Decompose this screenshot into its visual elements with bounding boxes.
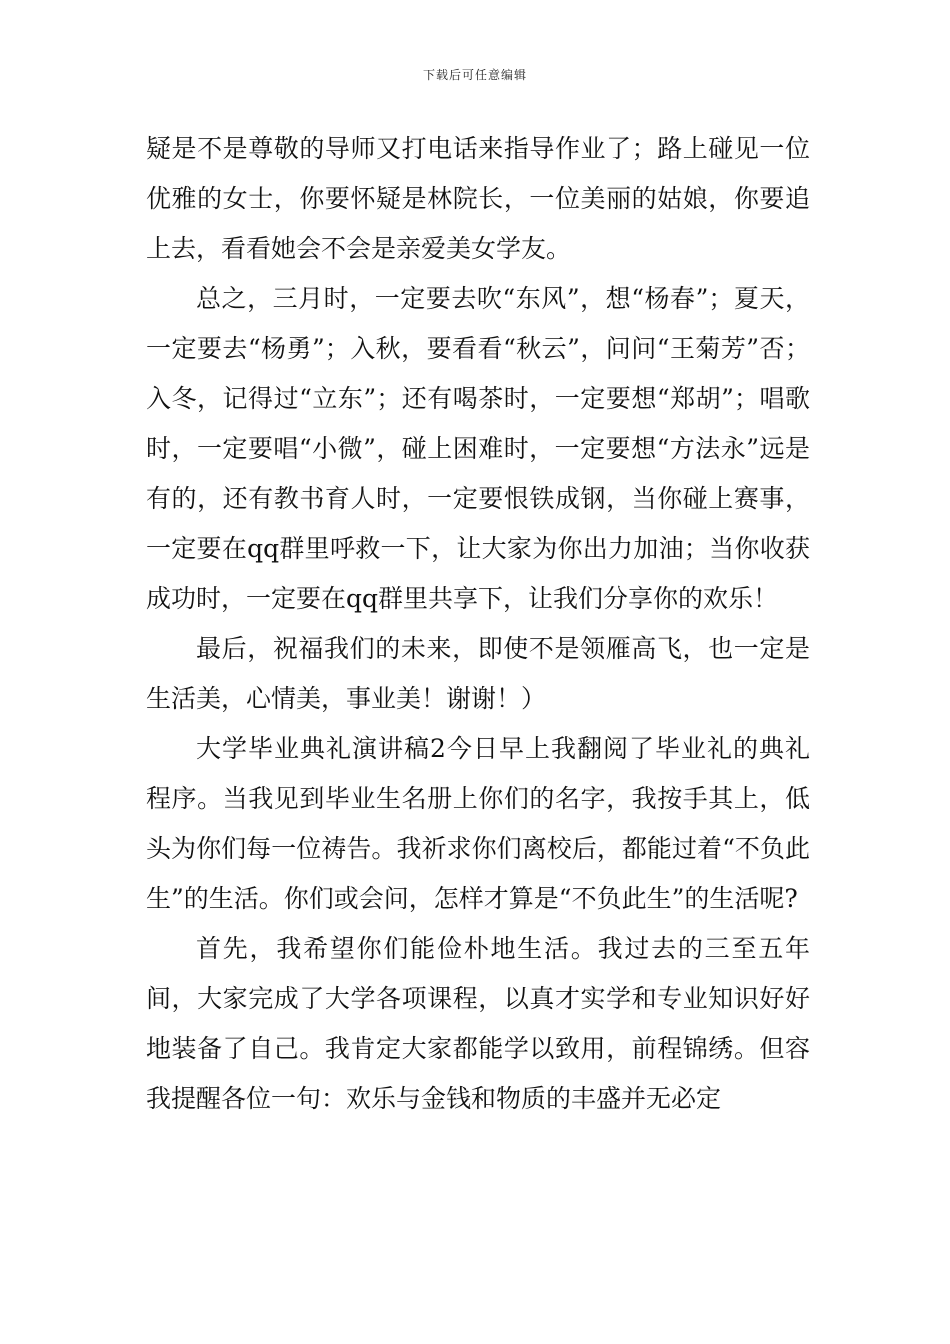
- document-body: [146, 124, 810, 1124]
- paragraph-2: 总之，三月时，一定要去吹“东风”，想“杨春”；夏天，一定要去“杨勇”；入秋，要看看“秋云”，问问“王菊芳”否；入冬，记得过“立东”；还有喝茶时，一定要想“郑胡”；唱歌时，一定要唱“小微”，碰上困难时，一定要想“方法永”远是有的，还有教书育人时，一定要恨铁成钢，当你碰上赛事，一定要在qq群里呼救一下，让大家为你出力加油；当你收获成功时，一定要在qq群里共享下，让我们分享你的欢乐！: [146, 284, 810, 613]
- paragraph-5: 首先，我希望你们能俭朴地生活。我过去的三至五年间，大家完成了大学各项课程，以真才实学和专业知识好好地装备了自己。我肯定大家都能学以致用，前程锦绣。但容我提醒各位一句：欢乐与金钱和物质的丰盛并无必定: [146, 934, 810, 1113]
- page-header: 下载后可任意编辑: [422, 68, 527, 82]
- paragraph-4: 大学毕业典礼演讲稿2今日早上我翻阅了毕业礼的典礼程序。当我见到毕业生名册上你们的名字，我按手其上，低头为你们每一位祷告。我祈求你们离校后，都能过着“不负此生”的生活。你们或会问，怎样才算是“不负此生”的生活呢?: [146, 734, 810, 913]
- paragraph-1: 疑是不是尊敬的导师又打电话来指导作业了；路上碰见一位优雅的女士，你要怀疑是林院长，一位美丽的姑娘，你要追上去，看看她会不会是亲爱美女学友。: [146, 134, 810, 263]
- paragraph-3: 最后，祝福我们的未来，即使不是领雁高飞，也一定是生活美，心情美，事业美！谢谢！）: [146, 634, 810, 713]
